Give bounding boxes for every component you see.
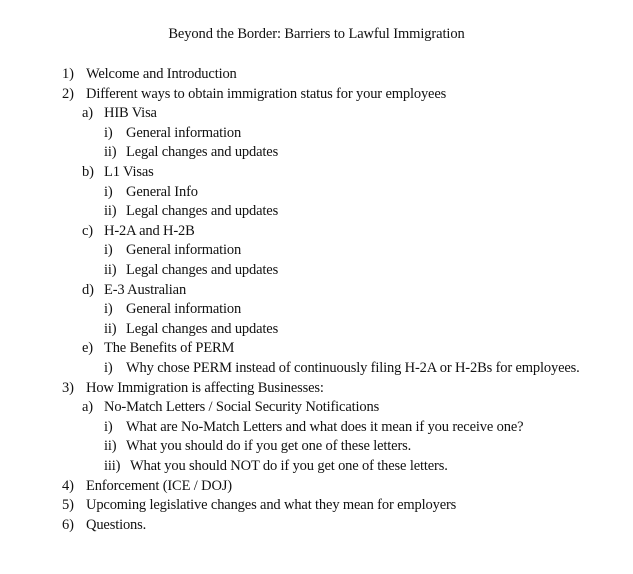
outline-item-text: HIB Visa xyxy=(104,105,157,122)
outline-item-level-1 xyxy=(62,516,146,535)
outline-item-level-3 xyxy=(104,261,278,280)
outline-item-level-2 xyxy=(82,281,186,300)
outline-item-text: L1 Visas xyxy=(104,164,154,180)
outline-item-text: What are No-Match Letters and what does it mean if you receive one? xyxy=(126,418,524,435)
outline-item-level-3 xyxy=(104,457,448,476)
outline-item-level-2 xyxy=(82,163,154,182)
outline-item-text: Legal changes and updates xyxy=(126,203,279,220)
outline-item-marker: 5) xyxy=(62,497,74,514)
outline-item-level-1 xyxy=(62,496,456,515)
outline-item-marker: ii) xyxy=(104,144,117,161)
outline-item-text: Legal changes and updates xyxy=(126,144,279,161)
outline-item-level-1 xyxy=(62,65,237,84)
outline-item-level-2 xyxy=(82,398,379,417)
outline-item-marker: i) xyxy=(104,242,113,259)
outline-item-text: Welcome and Introduction xyxy=(86,66,237,82)
outline-item-marker: i) xyxy=(104,360,113,376)
outline-item-text: What you should NOT do if you get one of these letters. xyxy=(130,458,448,474)
outline-item-level-2 xyxy=(82,222,195,241)
outline-item-marker: d) xyxy=(82,281,94,298)
outline-item-text: No-Match Letters / Social Security Notifications xyxy=(104,399,380,416)
outline-item-text: General Info xyxy=(126,183,198,200)
outline-item-level-3 xyxy=(104,241,241,260)
outline-item-text: The Benefits of PERM xyxy=(104,340,235,357)
outline-item-marker: ii) xyxy=(104,320,117,337)
outline-item-text: Different ways to obtain immigration status for your employees xyxy=(86,85,447,102)
outline-item-text: What you should do if you get one of these letters. xyxy=(126,438,412,455)
outline-item-text: Upcoming legislative changes and what they mean for employers xyxy=(86,497,457,514)
outline-item-marker: 4) xyxy=(62,477,74,494)
outline-item-marker: i) xyxy=(104,124,113,141)
outline-item-text: General information xyxy=(126,242,242,259)
outline-item-level-1 xyxy=(62,85,446,104)
outline-item-text: How Immigration is affecting Businesses: xyxy=(86,379,324,396)
outline-item-marker: i) xyxy=(104,418,113,435)
outline-item-level-3 xyxy=(104,202,278,221)
outline-item-marker: c) xyxy=(82,222,93,239)
outline-item-text: E-3 Australian xyxy=(104,281,187,298)
outline-item-level-3 xyxy=(104,124,241,143)
outline-item-marker: b) xyxy=(82,164,94,180)
outline-item-level-3 xyxy=(104,320,278,339)
outline-item-level-3 xyxy=(104,437,411,456)
outline-item-marker: e) xyxy=(82,340,93,357)
outline-item-marker: ii) xyxy=(104,438,117,455)
outline-item-text: Legal changes and updates xyxy=(126,320,279,337)
outline-item-level-3 xyxy=(104,183,198,202)
outline-item-level-1 xyxy=(62,477,232,496)
outline-item-marker: 3) xyxy=(62,379,74,396)
outline-item-text: Enforcement (ICE / DOJ) xyxy=(86,477,232,494)
outline-item-marker: iii) xyxy=(104,458,121,474)
document-title: Beyond the Border: Barriers to Lawful Immigration xyxy=(168,26,465,42)
outline-item-level-2 xyxy=(82,104,157,123)
outline-item-level-3 xyxy=(104,143,278,162)
outline-item-marker: ii) xyxy=(104,262,117,278)
outline-item-text: General information xyxy=(126,301,242,318)
outline-item-text: Why chose PERM instead of continuously filing H-2A or H-2Bs for employees. xyxy=(126,360,580,376)
outline-item-text: General information xyxy=(126,124,242,141)
outline-item-level-3 xyxy=(104,300,241,319)
outline-item-text: H-2A and H-2B xyxy=(104,222,195,239)
outline-item-level-2 xyxy=(82,339,234,358)
outline-item-marker: i) xyxy=(104,301,113,318)
outline-item-marker: 6) xyxy=(62,516,74,533)
outline-item-text: Questions. xyxy=(86,516,147,533)
outline-item-marker: 2) xyxy=(62,85,74,102)
outline-item-marker: ii) xyxy=(104,203,117,220)
outline-item-text: Legal changes and updates xyxy=(126,262,279,278)
outline-item-marker: a) xyxy=(82,105,93,122)
outline-item-level-3 xyxy=(104,418,523,437)
outline-item-marker: 1) xyxy=(62,66,74,82)
outline-item-level-1 xyxy=(62,379,324,398)
outline-item-marker: a) xyxy=(82,399,93,416)
outline-item-marker: i) xyxy=(104,183,113,200)
outline-item-level-3 xyxy=(104,359,580,378)
